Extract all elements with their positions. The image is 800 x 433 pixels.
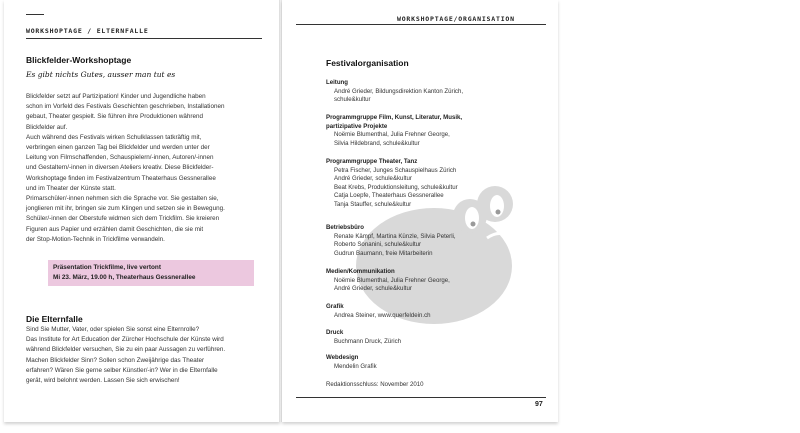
body-line: schon im Vorfeld des Festivals Geschichten geschrieben, Installationen — [26, 103, 225, 111]
section-entry: André Grieder, schule&kultur — [334, 285, 412, 293]
body-line: Schüler/-innen der Oberstufe widmen sich dem Trickfilm. Sie kreieren — [26, 215, 220, 223]
section-head: Webdesign — [326, 354, 359, 361]
body-line: jonglieren mit ihr, bringen sie zum Klingen und setzen sie in Bewegung. — [26, 205, 225, 213]
body-line: Workshoptage finden im Festivalzentrum Theaterhaus Gessnerallee — [26, 174, 216, 182]
section-head: Programmgruppe Film, Kunst, Literatur, Musik, partizipative Projekte — [326, 114, 463, 130]
workshoptage-body — [26, 92, 274, 245]
section-entry: Catja Loepfe, Theaterhaus Gessnerallee — [334, 192, 444, 200]
org-section-grafik — [326, 303, 546, 320]
presentation-callout — [48, 260, 254, 286]
section-head: Grafik — [326, 303, 344, 310]
section-entry: André Grieder, Bildungsdirektion Kanton Zürich, — [334, 87, 464, 95]
section-entry: André Grieder, schule&kultur — [334, 175, 412, 183]
body-line: verbringen einen ganzen Tag bei Blickfelder und werden unter der — [26, 144, 210, 152]
body-line: gebaut, Theater gespielt. Sie führen ihre Produktionen während — [26, 113, 204, 121]
body-line: Figuren aus Papier und erzählen damit Geschichten, die sie mit — [26, 225, 204, 233]
org-section-betriebsbuero — [326, 224, 546, 258]
section-head: Medien/Kommunikation — [326, 268, 395, 275]
section-entry: Beat Krebs, Produktionsleitung, schule&kultur — [334, 183, 458, 191]
body-line: Das Institute for Art Education der Zürcher Hochschule der Künste wird — [26, 336, 224, 344]
callout-line-1: Präsentation Trickfilme, live vertont — [53, 264, 161, 271]
body-line: Machen Blickfelder Sinn? Sollen schon Zweijährige das Theater — [26, 356, 205, 364]
body-line: Sind Sie Mutter, Vater, oder spielen Sie sonst eine Elternrolle? — [26, 326, 200, 333]
org-section-leitung — [326, 79, 546, 105]
section-entry: Silvia Hildebrand, schule&kultur — [334, 139, 420, 147]
footer-rule-right — [296, 397, 546, 398]
section-title-workshoptage: Blickfelder-Workshoptage — [26, 55, 132, 65]
section-entry: schule&kultur — [334, 96, 371, 104]
section-entry: Petra Fischer, Junges Schauspielhaus Zürich — [334, 166, 457, 174]
section-entry: Roberto Sonanini, schule&kultur — [334, 241, 422, 249]
org-section-druck — [326, 329, 546, 346]
section-title-elternfalle: Die Elternfalle — [26, 314, 83, 324]
section-entry: Gudrun Baumann, freie Mitarbeiterin — [334, 249, 433, 257]
org-section-programm-film — [326, 114, 486, 148]
section-subtitle: Es gibt nichts Gutes, ausser man tut es — [26, 70, 176, 79]
callout-line-2: Mi 23. März, 19.00 h, Theaterhaus Gessnerallee — [53, 274, 196, 281]
section-entry: Tanja Stauffer, schule&kultur — [334, 200, 412, 208]
body-line: und im Theater der Künste statt. — [26, 184, 116, 192]
org-section-medien — [326, 268, 546, 294]
section-entry: Noëmie Blumenthal, Julia Frehner George, — [334, 276, 450, 284]
body-line: und Gestaltern/-innen in diversen Ateliers kreativ. Diese Blickfelder- — [26, 164, 214, 172]
org-section-webdesign — [326, 354, 546, 371]
header-rule-left — [26, 38, 262, 39]
section-entry: Noëmie Blumenthal, Julia Frehner George, — [334, 131, 450, 139]
body-line: gerät, wird belohnt werden. Lassen Sie sich erwischen! — [26, 377, 180, 385]
left-page — [4, 0, 280, 422]
body-line: Primarschüler/-innen nehmen sich die Sprache vor. Sie gestalten sie, — [26, 195, 219, 203]
section-head: Programmgruppe Theater, Tanz — [326, 158, 418, 165]
section-entry: Buchmann Druck, Zürich — [334, 337, 402, 345]
elternfalle-body — [26, 325, 274, 386]
section-head: Druck — [326, 329, 344, 336]
running-head-left: WORKSHOPTAGE / ELTERNFALLE — [26, 27, 149, 35]
page-number: 97 — [535, 401, 543, 408]
right-page — [282, 0, 558, 422]
section-entry: Renate Kämpf, Martina Künzle, Silvia Peterli, — [334, 232, 456, 240]
section-entry: Andrea Steiner, www.querfeldein.ch — [334, 311, 431, 319]
body-line: Leitung von Filmschaffenden, Schauspielern/-innen, Autoren/-innen — [26, 154, 214, 162]
body-line: Auch während des Festivals wirken Schulklassen tatkräftig mit, — [26, 133, 202, 141]
body-line: Blickfelder auf. — [26, 123, 68, 131]
running-head-right: WORKSHOPTAGE/ORGANISATION — [397, 15, 515, 23]
body-line: der Stop-Motion-Technik in Trickfilme verwandeln. — [26, 235, 165, 243]
body-line: während Blickfelder versuchen, Sie zu ein paar Aussagen zu verführen. — [26, 346, 226, 354]
section-entry: Mendelin Grafik — [334, 362, 377, 370]
org-section-programm-theater — [326, 158, 546, 210]
top-short-rule — [26, 14, 44, 15]
section-head: Leitung — [326, 79, 349, 86]
header-rule-right — [296, 24, 546, 25]
festival-title: Festivalorganisation — [326, 58, 409, 68]
section-head: Betriebsbüro — [326, 224, 364, 231]
body-line: erfahren? Wären Sie gerne selber Künstler/-in? Wer in die Elternfalle — [26, 366, 218, 374]
body-line: Blickfelder setzt auf Partizipation! Kinder und Jugendliche haben — [26, 93, 206, 100]
redaktionsschluss-note: Redaktionsschluss: November 2010 — [326, 381, 424, 388]
